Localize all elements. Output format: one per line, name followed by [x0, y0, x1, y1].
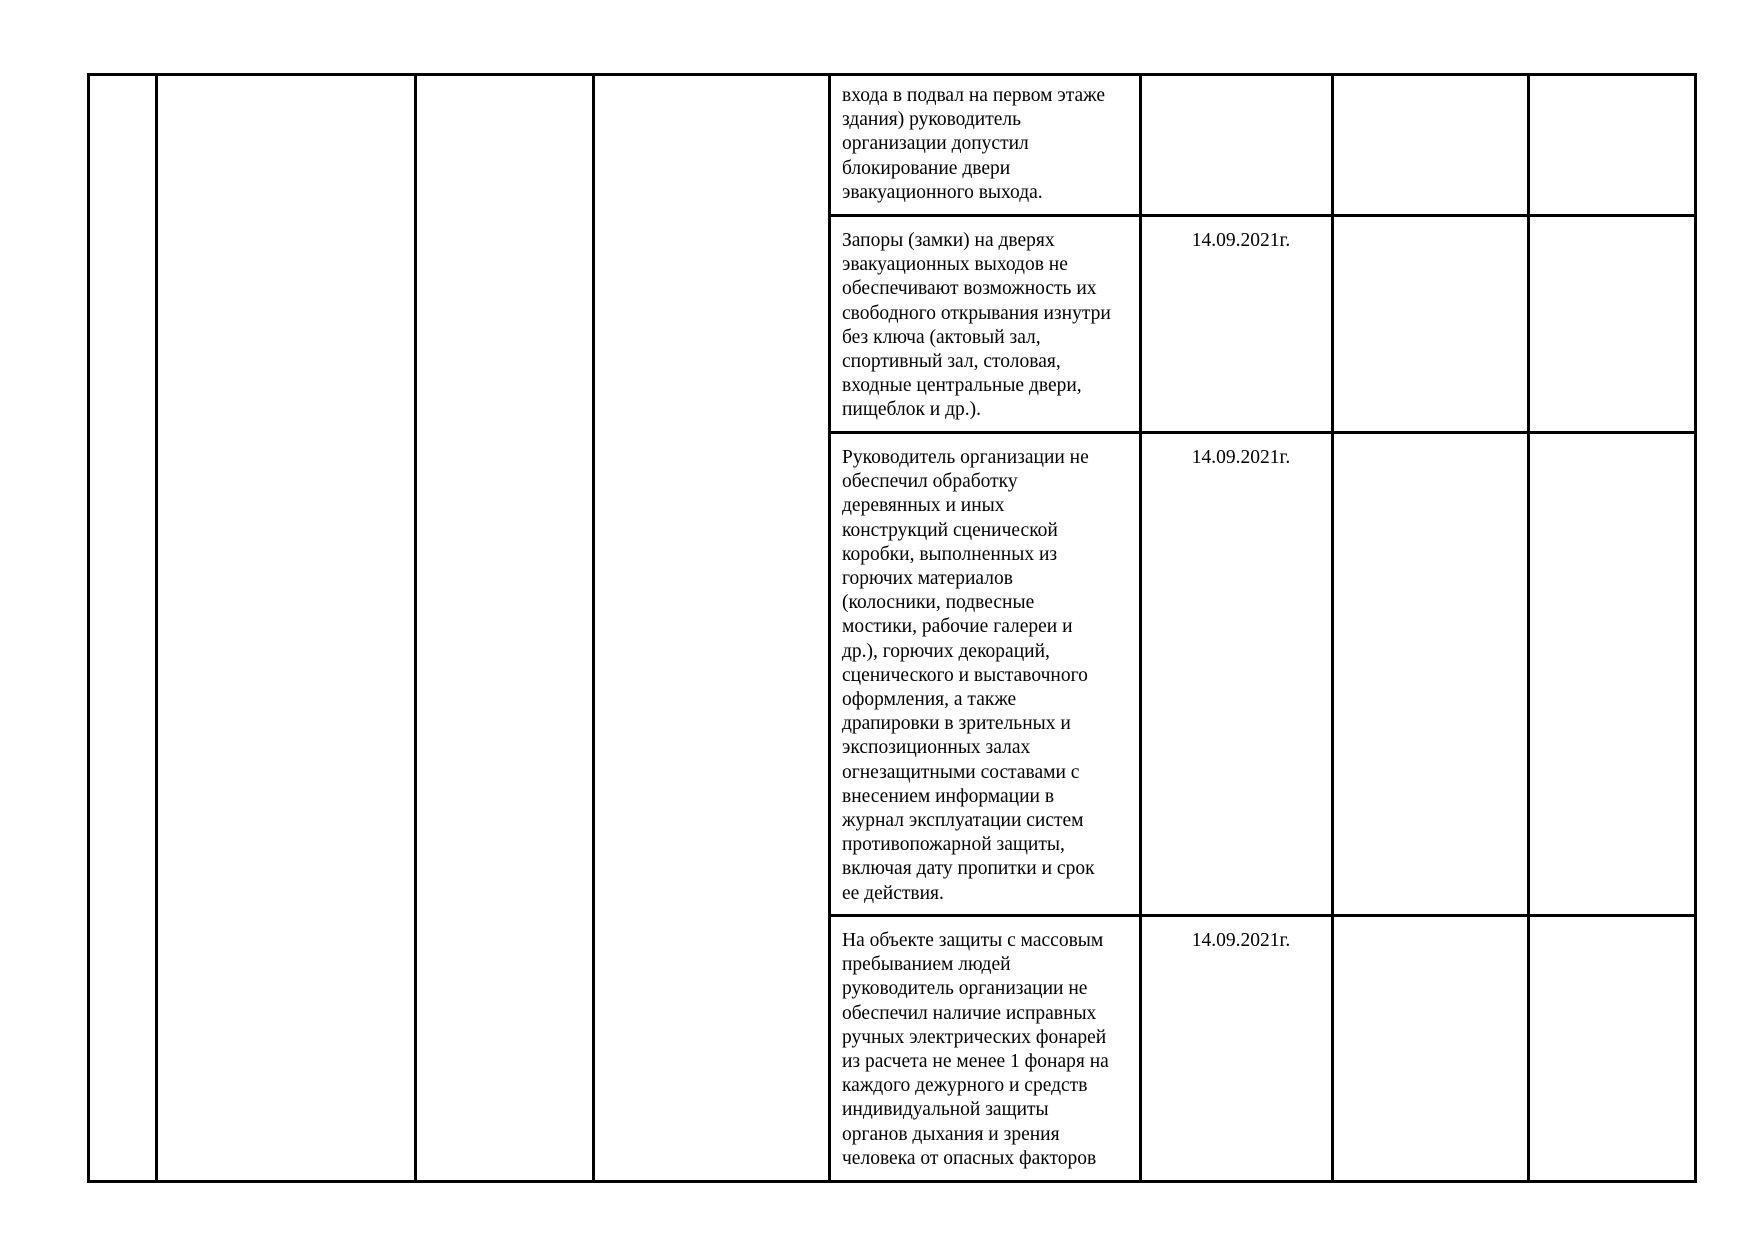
- table-cell-description: Руководитель организации не обеспечил обработку деревянных и иных конструкций сценической коробки, выполненных из горючих материалов (колосники, подвесные мостики, рабочие галереи и др.), горючих декораций, сценического и выставочного оформления, а также драпировки в зрительных и экспозиционных залах огнезащитными составами с внесением информации в журнал эксплуатации систем противопожарной защиты, включая дату пропитки и срок ее действия.: [842, 447, 1095, 904]
- column-divider: [828, 73, 831, 1183]
- table-cell-date: 14.09.2021г.: [1191, 930, 1291, 951]
- column-divider: [1139, 73, 1142, 1183]
- column-divider: [592, 73, 595, 1183]
- column-divider: [155, 73, 158, 1183]
- table-cell-description: входа в подвал на первом этаже здания) руководитель организации допустил блокирование двери эвакуационного выхода.: [842, 85, 1105, 203]
- table-cell-date: 14.09.2021г.: [1191, 230, 1291, 251]
- table-cell-date: 14.09.2021г.: [1191, 447, 1291, 468]
- row-divider: [830, 914, 1697, 917]
- row-divider: [830, 431, 1697, 434]
- column-divider: [1527, 73, 1530, 1183]
- table-cell-description: Запоры (замки) на дверях эвакуационных выходов не обеспечивают возможность их свободного открывания изнутри без ключа (актовый зал, спортивный зал, столовая, входные центральные двери, пищеблок и др.).: [842, 230, 1111, 421]
- column-divider: [414, 73, 417, 1183]
- row-divider: [830, 214, 1697, 217]
- table-cell-description: На объекте защиты с массовым пребыванием людей руководитель организации не обеспечил наличие исправных ручных электрических фонарей из расчета не менее 1 фонаря на каждого дежурного и средств индивидуальной защиты органов дыхания и зрения человека от опасных факторов: [842, 930, 1109, 1169]
